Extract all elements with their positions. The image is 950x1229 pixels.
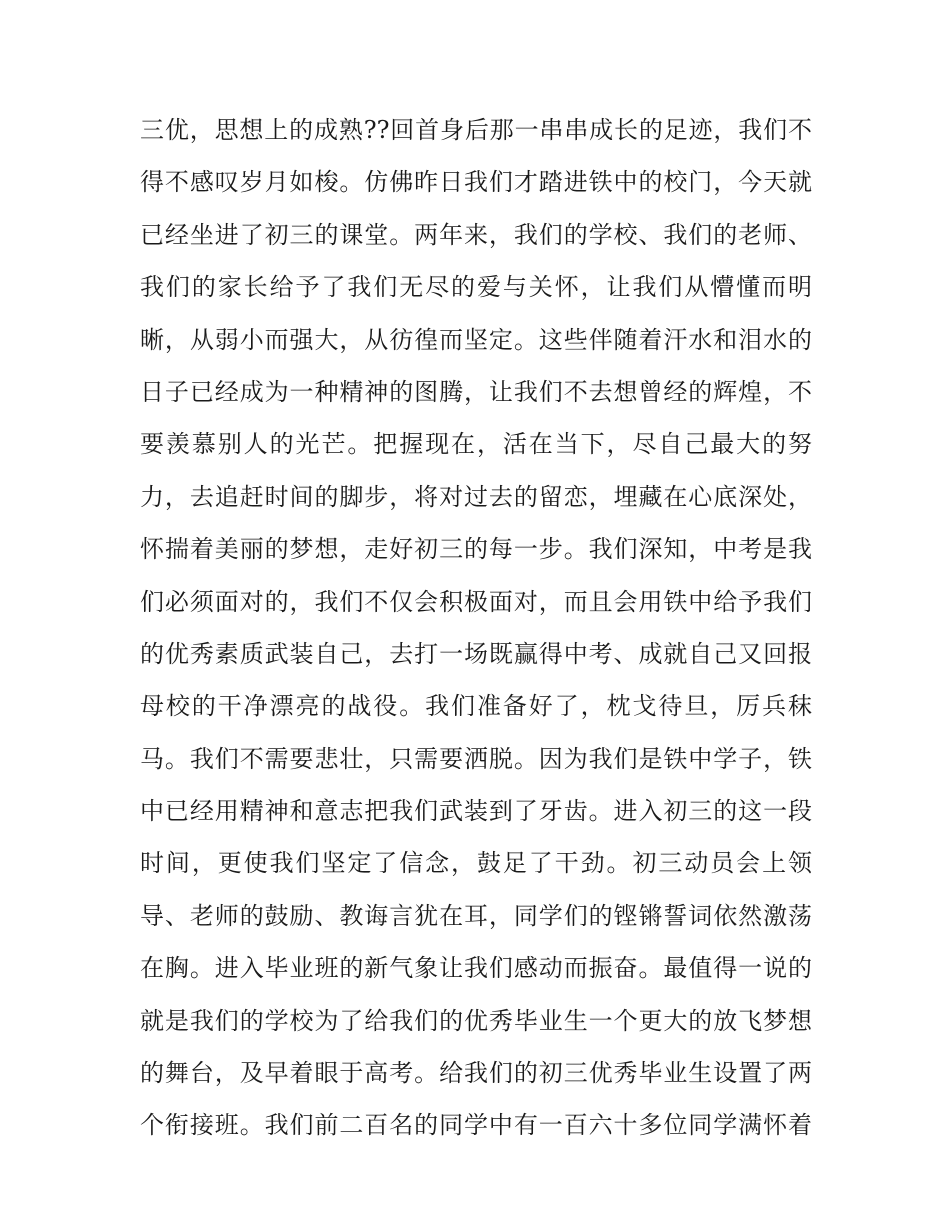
text-line: 我们的家长给予了我们无尽的爱与关怀，让我们从懵懂而明	[140, 273, 812, 302]
text-line: 的舞台，及早着眼于高考。给我们的初三优秀毕业生设置了两	[140, 1059, 812, 1088]
text-line: 中已经用精神和意志把我们武装到了牙齿。进入初三的这一段	[140, 797, 812, 826]
text-line: 要羡慕别人的光芒。把握现在，活在当下，尽自己最大的努	[140, 430, 812, 459]
text-line: 母校的干净漂亮的战役。我们准备好了，枕戈待旦，厉兵秣	[140, 692, 812, 721]
text-line: 导、老师的鼓励、教诲言犹在耳，同学们的铿锵誓词依然激荡	[140, 901, 812, 930]
text-line: 个衔接班。我们前二百名的同学中有一百六十多位同学满怀着	[140, 1111, 812, 1140]
text-line: 已经坐进了初三的课堂。两年来，我们的学校、我们的老师、	[140, 220, 812, 249]
text-line: 就是我们的学校为了给我们的优秀毕业生一个更大的放飞梦想	[140, 1006, 812, 1035]
text-line: 晰，从弱小而强大，从彷徨而坚定。这些伴随着汗水和泪水的	[140, 325, 812, 354]
text-line: 的优秀素质武装自己，去打一场既赢得中考、成就自己又回报	[140, 639, 812, 668]
text-line: 们必须面对的，我们不仅会积极面对，而且会用铁中给予我们	[140, 587, 812, 616]
text-line: 三优，思想上的成熟??回首身后那一串串成长的足迹，我们不	[140, 116, 812, 144]
text-line: 怀揣着美丽的梦想，走好初三的每一步。我们深知，中考是我	[140, 535, 812, 564]
text-line: 时间，更使我们坚定了信念，鼓足了干劲。初三动员会上领	[140, 849, 812, 878]
text-line: 日子已经成为一种精神的图腾，让我们不去想曾经的辉煌，不	[140, 377, 812, 406]
text-line: 在胸。进入毕业班的新气象让我们感动而振奋。最值得一说的	[140, 954, 812, 983]
text-line: 马。我们不需要悲壮，只需要洒脱。因为我们是铁中学子，铁	[140, 744, 812, 773]
text-line: 得不感叹岁月如梭。仿佛昨日我们才踏进铁中的校门，今天就	[140, 168, 812, 197]
text-line: 力，去追赶时间的脚步，将对过去的留恋，埋藏在心底深处，	[140, 482, 812, 511]
body-text	[140, 104, 820, 1152]
